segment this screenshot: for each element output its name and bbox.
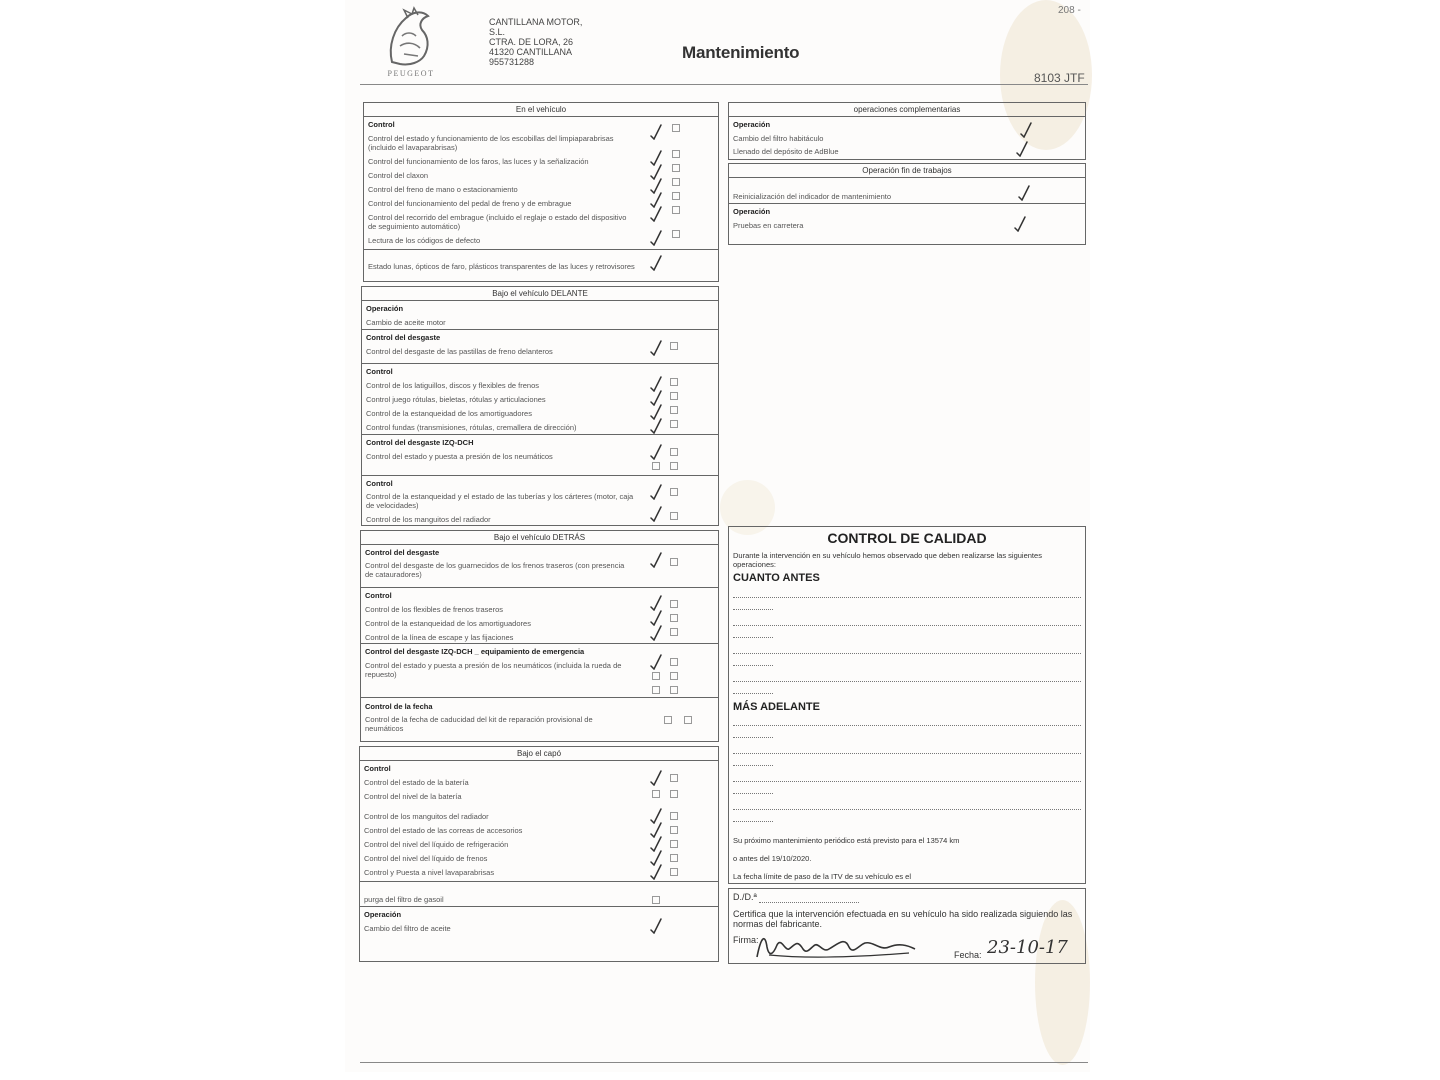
- check-mark-icon: [650, 808, 662, 822]
- certification-text: Certifica que la intervención efectuada en su vehículo ha sido realizada siguiendo las normas del fabricante.: [733, 909, 1073, 929]
- group-label: Control del desgaste: [365, 548, 440, 557]
- checkbox[interactable]: [652, 686, 660, 694]
- group-label: Control del desgaste IZQ-DCH _ equipamiento de emergencia: [365, 647, 585, 656]
- checkbox[interactable]: [672, 150, 680, 158]
- checklist-item: Control del nivel del líquido de frenos: [364, 854, 488, 863]
- checklist-item: Cambio de aceite motor: [366, 318, 446, 327]
- check-mark-icon: [650, 230, 662, 244]
- checklist-item: Estado lunas, ópticos de faro, plásticos transparentes de las luces y retrovisores: [368, 262, 635, 271]
- checkbox[interactable]: [670, 448, 678, 456]
- check-mark-icon: [650, 484, 662, 498]
- checklist-item: Control del nivel de la batería: [364, 792, 462, 801]
- checklist-item: Control del estado de las correas de accesorios: [364, 826, 523, 835]
- group-label: Operación: [733, 207, 771, 216]
- checklist-item: Control del recorrido del embrague (incluido el reglaje o estado del dispositivo de seguimiento automático): [368, 213, 627, 231]
- checkbox[interactable]: [670, 774, 678, 782]
- checkbox[interactable]: [672, 164, 680, 172]
- group-label: Control: [366, 479, 393, 488]
- checkbox[interactable]: [670, 406, 678, 414]
- group-label: Operación: [364, 910, 402, 919]
- check-mark-icon: [650, 418, 662, 432]
- group-label: Control: [366, 367, 393, 376]
- check-mark-icon: [650, 150, 662, 164]
- checkbox[interactable]: [670, 790, 678, 798]
- check-mark-icon: [650, 376, 662, 390]
- check-mark-icon: [650, 836, 662, 850]
- checklist-item: Pruebas en carretera: [733, 221, 804, 230]
- quality-urgent-label: CUANTO ANTES: [733, 572, 820, 584]
- checkbox[interactable]: [684, 716, 692, 724]
- checklist-item: purga del filtro de gasoil: [364, 895, 444, 904]
- checklist-item: Control del nivel del líquido de refrigeración: [364, 840, 509, 849]
- check-mark-icon: [650, 918, 662, 932]
- checkbox[interactable]: [670, 840, 678, 848]
- checklist-item: Control juego rótulas, bieletas, rótulas y articulaciones: [366, 395, 546, 404]
- check-mark-icon: [1016, 141, 1028, 155]
- checklist-item: Lectura de los códigos de defecto: [368, 236, 481, 245]
- itv-text: La fecha límite de paso de la ITV de su vehículo es el: [733, 872, 912, 881]
- check-mark-icon: [1020, 122, 1032, 136]
- checkbox[interactable]: [670, 420, 678, 428]
- checklist-item: Control de los latiguillos, discos y flexibles de frenos: [366, 381, 540, 390]
- checkbox[interactable]: [652, 896, 660, 904]
- checkbox[interactable]: [672, 206, 680, 214]
- page-title: Mantenimiento: [682, 43, 800, 62]
- page-number: 208 -: [1058, 5, 1081, 16]
- group-label: Control: [365, 591, 392, 600]
- peugeot-logo: [378, 6, 444, 78]
- checkbox[interactable]: [670, 658, 678, 666]
- section-title: Operación fin de trabajos: [729, 164, 1085, 178]
- checklist-item: Control del funcionamiento de los faros, las luces y la señalización: [368, 157, 589, 166]
- check-mark-icon: [650, 770, 662, 784]
- checkbox[interactable]: [670, 826, 678, 834]
- checkbox[interactable]: [670, 628, 678, 636]
- checklist-item: Control del freno de mano o estacionamiento: [368, 185, 518, 194]
- quality-title: CONTROL DE CALIDAD: [827, 530, 987, 546]
- check-mark-icon: [650, 822, 662, 836]
- section-bajo-capo: [359, 746, 719, 962]
- check-mark-icon: [650, 164, 662, 178]
- checkbox[interactable]: [652, 790, 660, 798]
- check-mark-icon: [650, 850, 662, 864]
- checklist-item: Reinicialización del indicador de mantenimiento: [733, 192, 892, 201]
- vehicle-plate: 8103 JTF: [1034, 71, 1085, 85]
- checkbox[interactable]: [652, 462, 660, 470]
- checkbox[interactable]: [672, 192, 680, 200]
- section-title: En el vehículo: [364, 103, 718, 117]
- check-mark-icon: [1014, 216, 1026, 230]
- checklist-item: Control de los flexibles de frenos traseros: [365, 605, 503, 614]
- checklist-item: Control fundas (transmisiones, rótulas, cremallera de dirección): [366, 423, 577, 432]
- checklist-item: Llenado del depósito de AdBlue: [733, 147, 839, 156]
- section-operaciones-complementarias: [728, 102, 1086, 160]
- checkbox[interactable]: [670, 392, 678, 400]
- checklist-item: Control y Puesta a nivel lavaparabrisas: [364, 868, 495, 877]
- quality-later-label: MÁS ADELANTE: [733, 701, 820, 713]
- group-label: Control del desgaste: [366, 333, 441, 342]
- check-mark-icon: [650, 552, 662, 566]
- checklist-item: Control de la fecha de caducidad del kit de reparación provisional de neumáticos: [365, 715, 593, 733]
- group-label: Operación: [366, 304, 404, 313]
- checkbox[interactable]: [670, 854, 678, 862]
- checklist-item: Control del estado y puesta a presión de los neumáticos: [366, 452, 553, 461]
- checklist-item: Control del estado de la batería: [364, 778, 469, 787]
- checklist-item: Control del desgaste de las pastillas de freno delanteros: [366, 347, 553, 356]
- checklist-item: Cambio del filtro de aceite: [364, 924, 451, 933]
- checkbox[interactable]: [670, 614, 678, 622]
- checkbox[interactable]: [652, 672, 660, 680]
- checklist-item: Control del desgaste de los guarnecidos de los frenos traseros (con presencia de catauradores): [365, 561, 625, 579]
- section-en-el-vehiculo: [363, 102, 719, 282]
- check-mark-icon: [650, 506, 662, 520]
- checkbox[interactable]: [670, 342, 678, 350]
- checkbox[interactable]: [670, 378, 678, 386]
- checklist-item: Control de los manguitos del radiador: [364, 812, 489, 821]
- check-mark-icon: [650, 390, 662, 404]
- next-service-date: o antes del 19/10/2020.: [733, 854, 812, 863]
- date-label: Fecha:: [954, 950, 982, 960]
- check-mark-icon: [650, 610, 662, 624]
- check-mark-icon: [650, 255, 662, 269]
- checkbox[interactable]: [664, 716, 672, 724]
- check-mark-icon: [650, 124, 662, 138]
- checklist-item: Control de la estanqueidad y el estado de las tuberías y los cárteres (motor, caja de velocidades): [366, 492, 634, 510]
- check-mark-icon: [650, 625, 662, 639]
- checklist-item: Control de la estanqueidad de los amortiguadores: [365, 619, 531, 628]
- check-mark-icon: [650, 206, 662, 220]
- group-label: Control del desgaste IZQ-DCH: [366, 438, 474, 447]
- group-label: Control de la fecha: [365, 702, 433, 711]
- checkbox[interactable]: [672, 124, 680, 132]
- checkbox[interactable]: [670, 512, 678, 520]
- check-mark-icon: [650, 192, 662, 206]
- dealer-address: CANTILLANA MOTOR, S.L. CTRA. DE LORA, 26 41320 CANTILLANA 955731288: [489, 17, 583, 67]
- group-label: Control: [368, 120, 395, 129]
- check-mark-icon: [650, 595, 662, 609]
- checkbox[interactable]: [670, 812, 678, 820]
- svg-text:PEUGEOT: PEUGEOT: [387, 69, 435, 78]
- checkbox[interactable]: [670, 558, 678, 566]
- signature-box: [728, 888, 1086, 964]
- checkbox[interactable]: [670, 488, 678, 496]
- section-title: operaciones complementarias: [729, 103, 1085, 117]
- checkbox[interactable]: [670, 868, 678, 876]
- checklist-item: Control de la línea de escape y las fijaciones: [365, 633, 514, 642]
- next-service-text: Su próximo mantenimiento periódico está previsto para el 13574 km: [733, 836, 960, 845]
- checkbox[interactable]: [670, 686, 678, 694]
- signature-mark: [749, 927, 919, 963]
- section-fin-de-trabajos: [728, 163, 1086, 245]
- header-divider: [360, 84, 1088, 85]
- checklist-item: Control de los manguitos del radiador: [366, 515, 491, 524]
- quality-intro: Durante la intervención en su vehículo hemos observado que deben realizarse las siguientes operaciones:: [733, 551, 1042, 569]
- check-mark-icon: [650, 864, 662, 878]
- checkbox[interactable]: [670, 462, 678, 470]
- section-bajo-detras: [360, 530, 719, 742]
- check-mark-icon: [650, 340, 662, 354]
- checklist-item: Control del funcionamiento del pedal de freno y de embrague: [368, 199, 572, 208]
- section-title: Bajo el capó: [360, 747, 718, 761]
- check-mark-icon: [1018, 185, 1030, 199]
- checkbox[interactable]: [672, 230, 680, 238]
- signature-dd: D./D.ª: [733, 892, 757, 902]
- check-mark-icon: [650, 654, 662, 668]
- section-title: Bajo el vehículo DETRÁS: [361, 531, 718, 545]
- checkbox[interactable]: [670, 672, 678, 680]
- check-mark-icon: [650, 444, 662, 458]
- check-mark-icon: [650, 404, 662, 418]
- checkbox[interactable]: [670, 600, 678, 608]
- section-title: Bajo el vehículo DELANTE: [362, 287, 718, 301]
- checklist-item: Control del claxon: [368, 171, 429, 180]
- signature-date: 23-10-17: [987, 937, 1068, 958]
- group-label: Control: [364, 764, 391, 773]
- group-label: Operación: [733, 120, 771, 129]
- checklist-item: Control del estado y funcionamiento de los escobillas del limpiaparabrisas (incluido el lavaparabrisas): [368, 134, 614, 152]
- check-mark-icon: [650, 178, 662, 192]
- signature-label: Firma:: [733, 935, 759, 945]
- section-control-de-calidad: [728, 526, 1086, 884]
- checklist-item: Control de la estanqueidad de los amortiguadores: [366, 409, 532, 418]
- checklist-item: Cambio del filtro habitáculo: [733, 134, 824, 143]
- checkbox[interactable]: [672, 178, 680, 186]
- section-bajo-delante: [361, 286, 719, 526]
- checklist-item: Control del estado y puesta a presión de los neumáticos (incluida la rueda de repuesto): [365, 661, 622, 679]
- footer-divider: [360, 1062, 1088, 1063]
